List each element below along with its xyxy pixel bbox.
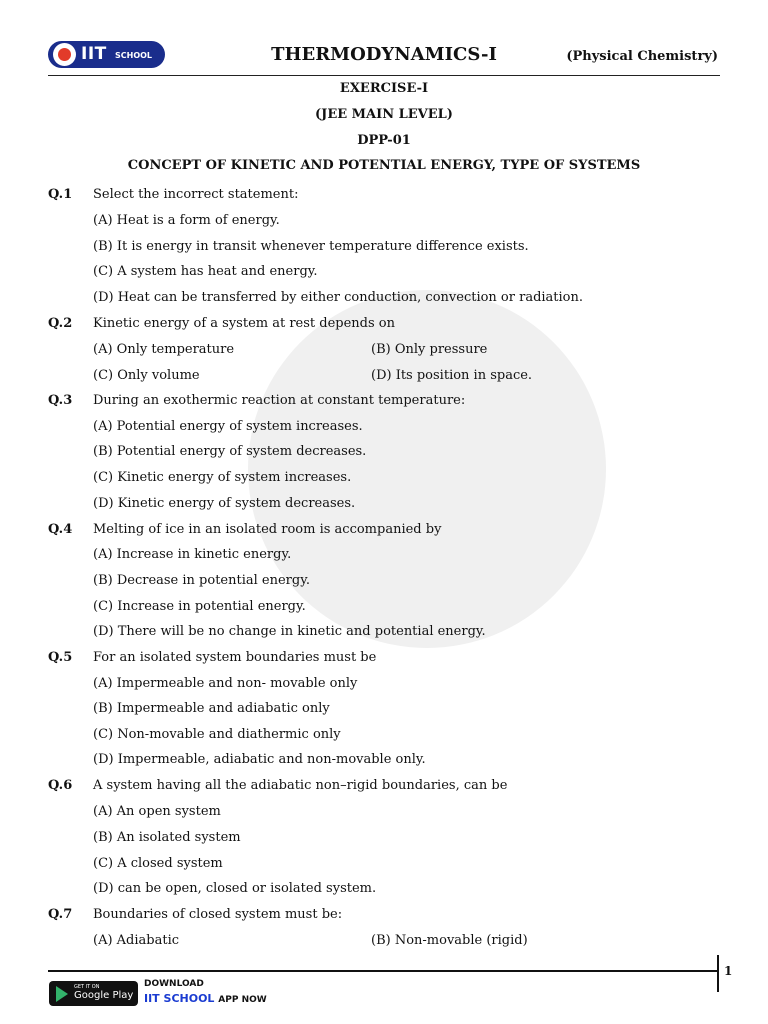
download-label: DOWNLOAD	[144, 979, 204, 989]
footer-tick	[717, 955, 719, 992]
option: (D) Heat can be transferred by either conduction, convection or radiation.	[93, 290, 584, 305]
option-row	[0, 727, 768, 747]
logo-text: IIT	[81, 44, 107, 64]
option: (D) can be open, closed or isolated system.	[93, 881, 377, 896]
question-text: Select the incorrect statement:	[93, 187, 299, 202]
option-row	[0, 239, 768, 259]
question-number: Q.6	[48, 778, 73, 793]
question-text: Boundaries of closed system must be:	[93, 907, 343, 922]
option-row	[0, 547, 768, 567]
logo-subtext: SCHOOL	[115, 51, 153, 60]
question-text: During an exothermic reaction at constant temperature:	[93, 393, 466, 408]
app-brand-name: IIT SCHOOL	[144, 992, 215, 1005]
option: (D) Its position in space.	[371, 368, 533, 383]
option-row	[0, 624, 768, 644]
option: (B) Potential energy of system decreases.	[93, 444, 367, 459]
option-row	[0, 599, 768, 619]
app-promo-rest: APP NOW	[218, 995, 267, 1005]
option-row	[0, 470, 768, 490]
document-title: THERMODYNAMICS-I	[271, 44, 497, 65]
option-row	[0, 264, 768, 284]
option-row	[0, 342, 768, 362]
question-row	[0, 187, 768, 207]
level-heading: (JEE MAIN LEVEL)	[315, 107, 453, 122]
option: (D) Kinetic energy of system decreases.	[93, 496, 356, 511]
option-row	[0, 419, 768, 439]
option: (A) Increase in kinetic energy.	[93, 547, 292, 562]
option: (C) Only volume	[93, 368, 200, 383]
option: (A) Only temperature	[93, 342, 235, 357]
question-row	[0, 522, 768, 542]
option-row	[0, 444, 768, 464]
option-row	[0, 573, 768, 593]
option-row	[0, 804, 768, 824]
option: (A) Adiabatic	[93, 933, 180, 948]
option-row	[0, 496, 768, 516]
question-row	[0, 650, 768, 670]
option-row	[0, 933, 768, 953]
option: (A) Heat is a form of energy.	[93, 213, 280, 228]
option: (C) A system has heat and energy.	[93, 264, 318, 279]
option: (A) Potential energy of system increases.	[93, 419, 363, 434]
app-promo	[144, 992, 267, 1005]
badge-small-text: GET IT ON	[74, 984, 100, 990]
option: (A) Impermeable and non- movable only	[93, 676, 358, 691]
option: (A) An open system	[93, 804, 221, 819]
option-row	[0, 881, 768, 901]
exercise-heading: EXERCISE-I	[339, 81, 429, 96]
play-store-icon	[56, 986, 68, 1002]
question-number: Q.1	[48, 187, 73, 202]
option-row	[0, 752, 768, 772]
question-text: A system having all the adiabatic non–rigid boundaries, can be	[93, 778, 508, 793]
question-text: Melting of ice in an isolated room is accompanied by	[93, 522, 442, 537]
option: (C) Kinetic energy of system increases.	[93, 470, 352, 485]
option: (B) Decrease in potential energy.	[93, 573, 310, 588]
question-row	[0, 778, 768, 798]
question-number: Q.7	[48, 907, 73, 922]
option: (B) Impermeable and adiabatic only	[93, 701, 330, 716]
option-row	[0, 213, 768, 233]
question-text: For an isolated system boundaries must be	[93, 650, 377, 665]
page-number: 1	[724, 964, 733, 978]
option-row	[0, 856, 768, 876]
question-number: Q.3	[48, 393, 73, 408]
option: (B) It is energy in transit whenever temperature difference exists.	[93, 239, 529, 254]
question-row	[0, 393, 768, 413]
footer-divider	[48, 970, 718, 972]
option-row	[0, 701, 768, 721]
option: (B) An isolated system	[93, 830, 241, 845]
option: (B) Non-movable (rigid)	[371, 933, 528, 948]
google-play-badge[interactable]	[49, 981, 138, 1006]
header-divider	[48, 75, 720, 76]
question-number: Q.4	[48, 522, 73, 537]
question-number: Q.2	[48, 316, 73, 331]
topic-heading: CONCEPT OF KINETIC AND POTENTIAL ENERGY, TYPE OF SYSTEMS	[127, 158, 641, 173]
option-row	[0, 290, 768, 310]
dpp-heading: DPP-01	[357, 133, 411, 148]
question-row	[0, 316, 768, 336]
option: (C) Increase in potential energy.	[93, 599, 306, 614]
option-row	[0, 368, 768, 388]
option: (C) Non-movable and diathermic only	[93, 727, 341, 742]
subject-label: (Physical Chemistry)	[566, 49, 718, 64]
question-row	[0, 907, 768, 927]
question-number: Q.5	[48, 650, 73, 665]
option: (D) There will be no change in kinetic and potential energy.	[93, 624, 486, 639]
option-row	[0, 676, 768, 696]
badge-store-name: Google Play	[74, 990, 134, 1001]
question-text: Kinetic energy of a system at rest depends on	[93, 316, 395, 331]
option: (C) A closed system	[93, 856, 223, 871]
option-row	[0, 830, 768, 850]
option: (B) Only pressure	[371, 342, 488, 357]
option: (D) Impermeable, adiabatic and non-movable only.	[93, 752, 426, 767]
